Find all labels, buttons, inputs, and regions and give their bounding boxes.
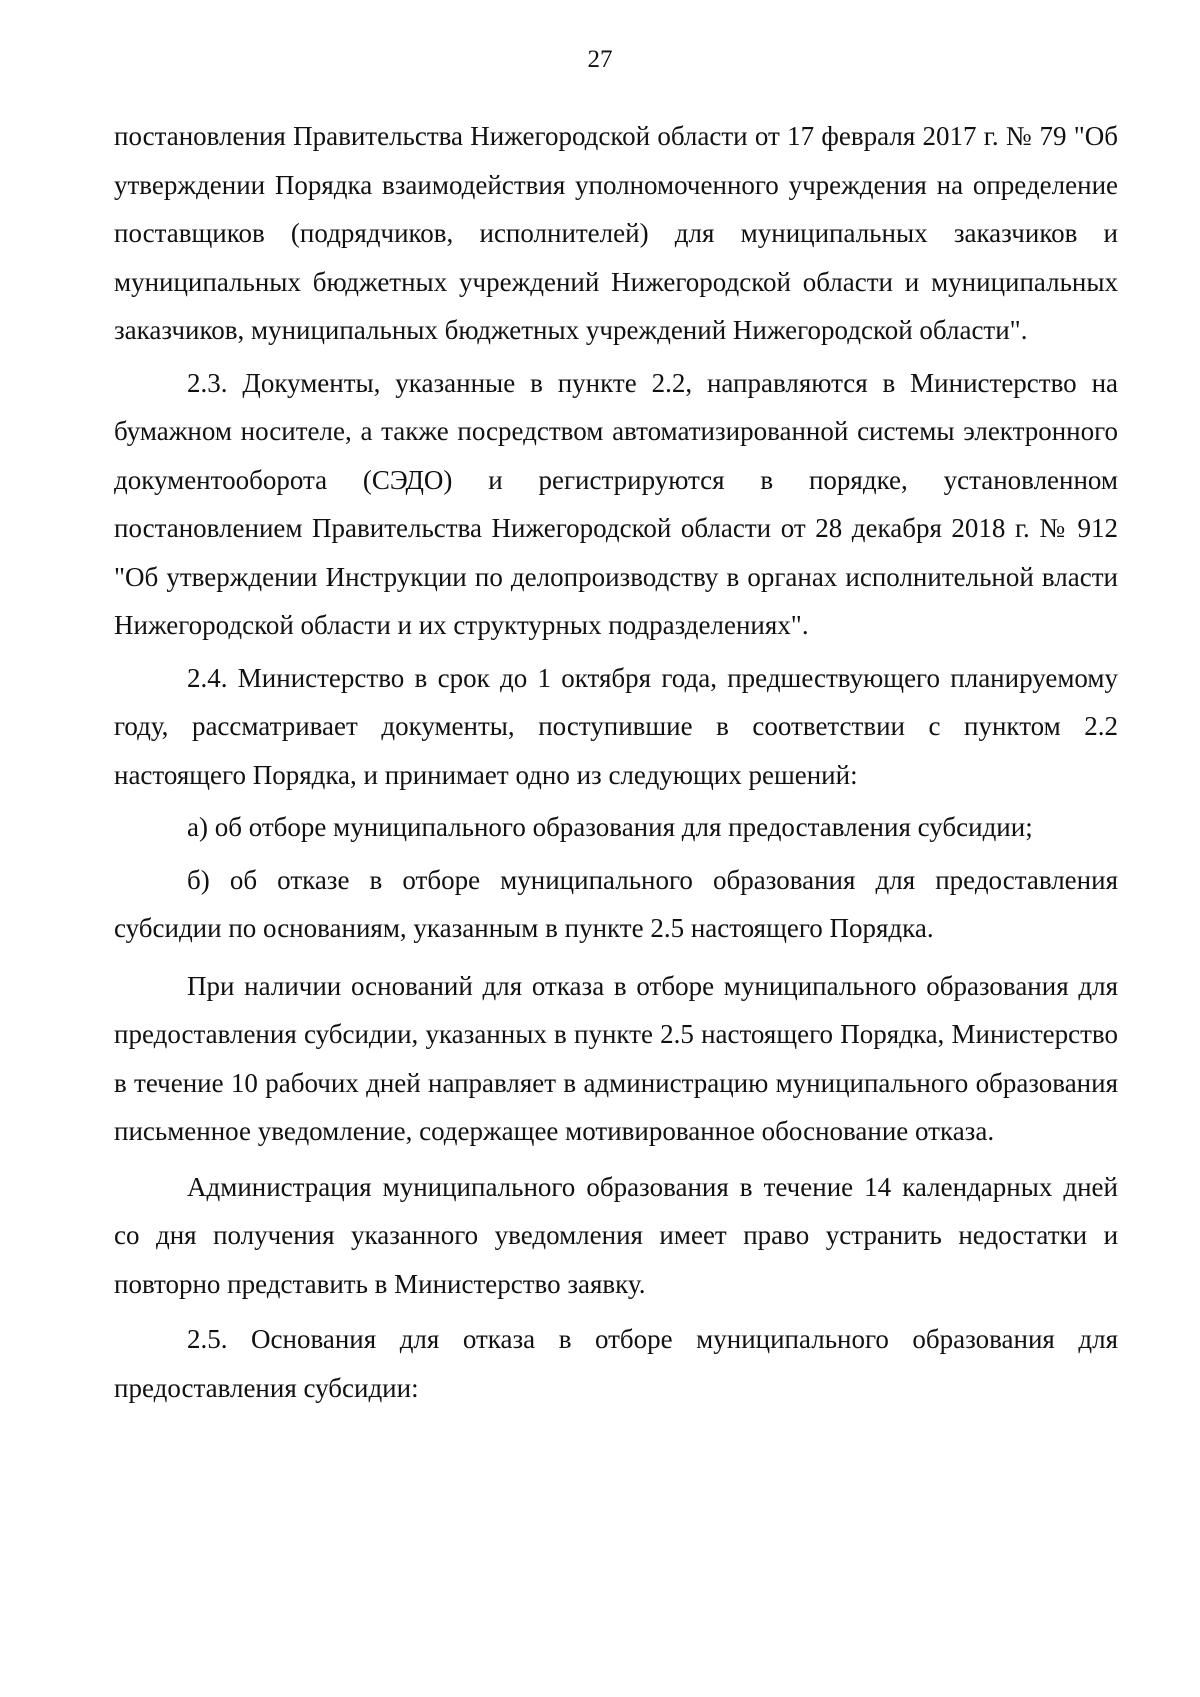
paragraph	[114, 359, 1118, 650]
text-line: постановления Правительства Нижегородской области от 17 февраля 2017 г. № 79	[114, 121, 1067, 151]
text-line: б) об отказе в отборе муниципального образования для предоставления	[187, 864, 1118, 895]
paragraph	[114, 112, 1118, 355]
text-line: определение поставщиков (подрядчиков, исполнителей) для муниципальных	[114, 169, 1118, 248]
text-line: Нижегородской области".	[732, 315, 1028, 345]
text-line: планируемому году, рассматривает документы, поступившие в соответствии с	[114, 662, 1119, 741]
text-line: в органах исполнительной власти Нижегородской области и их структурных	[114, 561, 1118, 640]
text-line: мотивированное обоснование отказа.	[565, 1116, 995, 1146]
text-line: муниципальных заказчиков, муниципальных бюджетных учреждений	[114, 266, 1119, 345]
text-line: 2.5. Основания для отказа в отборе муниципального образования для	[187, 1324, 1118, 1354]
text-line: Министерство в течение 10 рабочих дней направляет в администрацию	[114, 1019, 1118, 1098]
page-number: 27	[587, 46, 613, 73]
text-line: на бумажном носителе, а также посредством автоматизированной системы	[114, 367, 1118, 446]
text-line: субсидии по основаниям, указанным в пункте 2.5 настоящего Порядка.	[114, 913, 934, 943]
text-line: установленном постановлением Правительства Нижегородской области	[114, 464, 1118, 543]
document-body	[114, 112, 1118, 1412]
text-line: При наличии оснований для отказа в отборе муниципального образования	[187, 970, 1069, 1001]
text-line: заказчиков и муниципальных бюджетных учреждений Нижегородской области и	[114, 218, 1118, 297]
text-line: муниципального образования письменное уведомление, содержащее	[114, 1067, 1118, 1146]
text-line: пунктом 2.2 настоящего Порядка, и принимает одно из следующих решений:	[114, 711, 1118, 790]
paragraph	[114, 962, 1118, 1156]
text-line: электронного документооборота (СЭДО) и регистрируются в порядке,	[114, 416, 1118, 495]
text-line: "Об утверждении Порядка взаимодействия уполномоченного учреждения на	[114, 121, 1118, 200]
text-line: а) об отборе муниципального образования для предоставления субсидии;	[187, 812, 1033, 842]
paragraph	[114, 1315, 1118, 1412]
text-line: предоставления субсидии:	[114, 1372, 419, 1403]
text-line: 2.4. Министерство в срок до 1 октября года, предшествующего	[187, 662, 940, 693]
text-line: подразделениях".	[608, 610, 809, 640]
text-line: недостатки и повторно представить в Министерство заявку.	[114, 1220, 1119, 1299]
text-line: от 28 декабря 2018 г. № 912 "Об утверждении Инструкции по делопроизводству	[114, 513, 1118, 592]
paragraph	[114, 1163, 1118, 1309]
paragraph	[114, 856, 1118, 953]
paragraph	[114, 654, 1118, 800]
text-line: для предоставления субсидии, указанных в пункте 2.5 настоящего Порядка,	[114, 970, 1118, 1049]
text-line: Администрация муниципального образования в течение 14 календарных	[187, 1171, 1053, 1202]
text-line: 2.3. Документы, указанные в пункте 2.2, направляются в Министерство	[187, 367, 1077, 398]
paragraph	[114, 803, 1118, 852]
text-line: дней со дня получения указанного уведомления имеет право устранить	[114, 1171, 1118, 1250]
